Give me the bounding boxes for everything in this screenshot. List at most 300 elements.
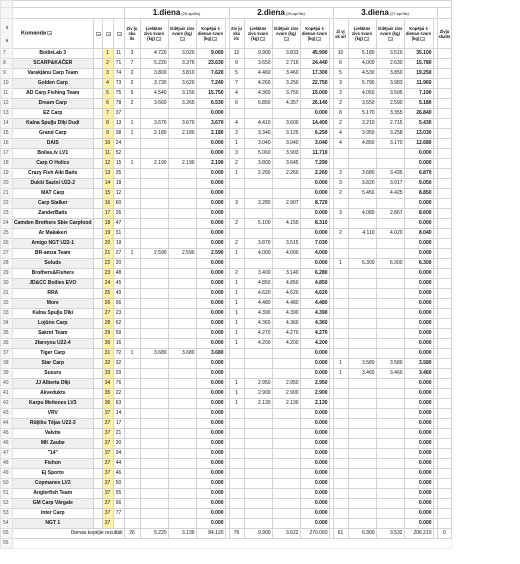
average-weight-cell[interactable]: 3.435: [376, 169, 404, 179]
filter-dropdown-icon[interactable]: [364, 37, 369, 41]
biggest-fish-cell[interactable]: 4.360: [244, 89, 272, 99]
day-total-cell[interactable]: 13.030: [404, 129, 433, 139]
day-total-cell[interactable]: 9.060: [196, 49, 225, 59]
fish-count-cell[interactable]: [229, 439, 244, 449]
average-weight-cell[interactable]: [168, 259, 196, 269]
fish-count-cell[interactable]: [333, 289, 348, 299]
average-weight-cell[interactable]: 2.590: [168, 249, 196, 259]
fish-count-cell[interactable]: 2: [229, 159, 244, 169]
day-header-1[interactable]: [124, 8, 229, 19]
table-row[interactable]: [1, 169, 452, 179]
empty-cell[interactable]: [93, 269, 102, 279]
fish-count-cell[interactable]: 1: [124, 349, 140, 359]
team-name-cell[interactable]: BoilieLab 3: [13, 49, 94, 59]
sector-cell[interactable]: 19: [113, 239, 124, 249]
sector-cell[interactable]: 76: [113, 379, 124, 389]
fish-count-cell[interactable]: 1: [229, 399, 244, 409]
place-cell[interactable]: 37: [102, 459, 113, 469]
biggest-fish-cell[interactable]: [348, 309, 376, 319]
sector-cell[interactable]: 60: [113, 199, 124, 209]
biggest-fish-cell[interactable]: [348, 429, 376, 439]
empty-cell[interactable]: [93, 139, 102, 149]
average-weight-cell[interactable]: 3.515: [272, 239, 300, 249]
fish-count-cell[interactable]: [124, 239, 140, 249]
place-cell[interactable]: 15: [102, 189, 113, 199]
table-row[interactable]: [1, 499, 452, 509]
average-weight-cell[interactable]: [376, 249, 404, 259]
biggest-fish-cell[interactable]: 3.800: [244, 159, 272, 169]
average-weight-cell[interactable]: [168, 169, 196, 179]
day-total-cell[interactable]: 5.430: [404, 119, 433, 129]
day-total-cell[interactable]: 7.030: [300, 239, 329, 249]
place-cell[interactable]: 1: [102, 49, 113, 59]
fish-count-cell[interactable]: [124, 309, 140, 319]
average-weight-cell[interactable]: [168, 209, 196, 219]
fish-count-cell[interactable]: 2: [229, 219, 244, 229]
fish-count-cell[interactable]: 4: [333, 139, 348, 149]
average-weight-cell[interactable]: 2.190: [168, 159, 196, 169]
team-name-cell[interactable]: Carp O Holics: [13, 159, 94, 169]
day-total-cell[interactable]: 0.000: [300, 229, 329, 239]
biggest-fish-cell[interactable]: [140, 469, 168, 479]
fish-count-cell[interactable]: 1: [333, 369, 348, 379]
fish-count-cell[interactable]: [124, 339, 140, 349]
table-row[interactable]: [1, 439, 452, 449]
team-name-cell[interactable]: Grand Carp: [13, 129, 94, 139]
average-weight-cell[interactable]: 3.580: [376, 359, 404, 369]
fish-count-cell[interactable]: 1: [229, 299, 244, 309]
totals-row[interactable]: [1, 529, 452, 539]
average-weight-cell[interactable]: [272, 459, 300, 469]
biggest-fish-cell[interactable]: 3.460: [348, 369, 376, 379]
fish-count-cell[interactable]: [124, 359, 140, 369]
table-row[interactable]: [1, 309, 452, 319]
biggest-fish-cell[interactable]: 4.200: [244, 339, 272, 349]
fish-count-cell[interactable]: [124, 399, 140, 409]
average-weight-cell[interactable]: [168, 369, 196, 379]
biggest-fish-cell[interactable]: [244, 509, 272, 519]
fish-count-cell[interactable]: [124, 519, 140, 529]
place-cell[interactable]: 37: [102, 449, 113, 459]
fish-count-cell[interactable]: [124, 219, 140, 229]
fish-count-cell[interactable]: [124, 389, 140, 399]
biggest-fish-cell[interactable]: 4.410: [244, 119, 272, 129]
biggest-fish-cell[interactable]: 3.680: [348, 169, 376, 179]
fish-count-cell[interactable]: 2: [124, 79, 140, 89]
day-total-cell[interactable]: 0.000: [404, 509, 433, 519]
sector-cell[interactable]: 62: [113, 319, 124, 329]
place-cell[interactable]: 34: [102, 379, 113, 389]
biggest-fish-cell[interactable]: [140, 489, 168, 499]
day-total-cell[interactable]: 0.000: [300, 179, 329, 189]
average-weight-cell[interactable]: [168, 389, 196, 399]
average-weight-cell[interactable]: 4.850: [272, 279, 300, 289]
day-total-cell[interactable]: 0.000: [404, 299, 433, 309]
fish-count-cell[interactable]: [333, 159, 348, 169]
empty-cell[interactable]: [93, 79, 102, 89]
sector-cell[interactable]: 55: [113, 489, 124, 499]
average-weight-cell[interactable]: 4.357: [272, 99, 300, 109]
fish-count-cell[interactable]: 8: [333, 109, 348, 119]
day-total-cell[interactable]: 0.000: [196, 449, 225, 459]
day-total-cell[interactable]: 0.000: [404, 249, 433, 259]
biggest-fish-cell[interactable]: [244, 419, 272, 429]
place-cell[interactable]: 35: [102, 389, 113, 399]
sector-cell[interactable]: 21: [113, 429, 124, 439]
place-cell[interactable]: 2: [102, 59, 113, 69]
average-weight-cell[interactable]: [272, 469, 300, 479]
empty-cell[interactable]: [93, 399, 102, 409]
table-row[interactable]: [1, 389, 452, 399]
empty-cell[interactable]: [437, 269, 452, 279]
average-weight-cell[interactable]: [168, 149, 196, 159]
fish-count-header[interactable]: Zi vj sk ait: [333, 19, 348, 49]
average-weight-cell[interactable]: 3.750: [272, 89, 300, 99]
fish-count-cell[interactable]: [124, 299, 140, 309]
filter-dropdown-icon[interactable]: [260, 37, 265, 41]
total-value-cell[interactable]: 3.622: [272, 529, 300, 539]
table-row[interactable]: [1, 409, 452, 419]
place-cell[interactable]: 12: [102, 159, 113, 169]
day-total-cell[interactable]: 0.000: [196, 199, 225, 209]
average-weight-cell[interactable]: [272, 229, 300, 239]
sector-cell[interactable]: 29: [113, 369, 124, 379]
table-row[interactable]: [1, 339, 452, 349]
average-weight-cell[interactable]: [168, 489, 196, 499]
team-name-cell[interactable]: Ej Sporto: [13, 469, 94, 479]
day-total-cell[interactable]: 0.000: [196, 149, 225, 159]
biggest-fish-cell[interactable]: 3.950: [348, 129, 376, 139]
team-name-cell[interactable]: Camden Brothers Sbie Carpfood: [13, 219, 94, 229]
empty-cell[interactable]: [437, 179, 452, 189]
biggest-fish-cell[interactable]: [348, 329, 376, 339]
day-total-cell[interactable]: 0.000: [196, 259, 225, 269]
fish-count-cell[interactable]: [124, 489, 140, 499]
empty-cell[interactable]: [437, 419, 452, 429]
day-total-cell[interactable]: 0.000: [196, 369, 225, 379]
team-name-cell[interactable]: Lojūno Carp: [13, 319, 94, 329]
empty-cell[interactable]: [437, 519, 452, 529]
fish-count-cell[interactable]: [333, 429, 348, 439]
fish-count-cell[interactable]: 2: [333, 189, 348, 199]
average-weight-cell[interactable]: 3.983: [376, 79, 404, 89]
fish-count-cell[interactable]: [229, 409, 244, 419]
fish-count-cell[interactable]: [229, 259, 244, 269]
empty-cell[interactable]: [437, 449, 452, 459]
table-row[interactable]: [1, 269, 452, 279]
biggest-fish-cell[interactable]: 4.050: [348, 89, 376, 99]
biggest-fish-cell[interactable]: [140, 389, 168, 399]
fish-count-cell[interactable]: [124, 199, 140, 209]
team-name-cell[interactable]: Tiger Carp: [13, 349, 94, 359]
biggest-fish-cell[interactable]: [140, 399, 168, 409]
average-weight-cell[interactable]: [272, 369, 300, 379]
average-weight-cell[interactable]: [376, 289, 404, 299]
sector-cell[interactable]: 30: [113, 439, 124, 449]
table-row[interactable]: [1, 279, 452, 289]
fish-count-cell[interactable]: [229, 349, 244, 359]
average-weight-cell[interactable]: [376, 159, 404, 169]
empty-cell[interactable]: [437, 469, 452, 479]
table-row[interactable]: [1, 249, 452, 259]
fish-count-cell[interactable]: [229, 479, 244, 489]
day-total-cell[interactable]: 11.960: [404, 79, 433, 89]
extra-header[interactable]: Zivju skaits: [437, 19, 452, 49]
empty-cell[interactable]: [93, 339, 102, 349]
empty-cell[interactable]: [437, 149, 452, 159]
biggest-fish-cell[interactable]: [140, 219, 168, 229]
table-row[interactable]: [1, 449, 452, 459]
fish-count-cell[interactable]: [333, 509, 348, 519]
empty-cell[interactable]: [437, 489, 452, 499]
filter-dropdown-icon[interactable]: [106, 32, 111, 36]
day-total-cell[interactable]: 0.000: [404, 239, 433, 249]
fish-count-cell[interactable]: [229, 459, 244, 469]
biggest-fish-cell[interactable]: [140, 519, 168, 529]
average-weight-cell[interactable]: [272, 359, 300, 369]
empty-cell[interactable]: [437, 379, 452, 389]
filter-dropdown-icon[interactable]: [47, 31, 52, 35]
average-weight-cell[interactable]: [376, 299, 404, 309]
average-weight-cell[interactable]: [272, 439, 300, 449]
biggest-fish-cell[interactable]: [348, 349, 376, 359]
fish-count-cell[interactable]: 1: [229, 339, 244, 349]
total-value-cell[interactable]: 6.300: [348, 529, 376, 539]
fish-count-cell[interactable]: 1: [124, 249, 140, 259]
day-total-cell[interactable]: 0.000: [404, 389, 433, 399]
biggest-fish-cell[interactable]: 5.790: [348, 79, 376, 89]
day-total-cell[interactable]: 0.000: [300, 359, 329, 369]
table-row[interactable]: [1, 459, 452, 469]
kopejais-header[interactable]: [196, 19, 225, 49]
average-weight-cell[interactable]: [376, 499, 404, 509]
team-name-cell[interactable]: Amigo NGT U22-1: [13, 239, 94, 249]
team-name-cell[interactable]: Soluds: [13, 259, 94, 269]
day-total-cell[interactable]: 0.000: [196, 359, 225, 369]
empty-cell[interactable]: [93, 459, 102, 469]
biggest-fish-cell[interactable]: [348, 149, 376, 159]
day-total-cell[interactable]: 0.000: [196, 439, 225, 449]
average-weight-cell[interactable]: [272, 349, 300, 359]
total-value-cell[interactable]: 61: [333, 529, 348, 539]
day-total-cell[interactable]: 2.190: [196, 159, 225, 169]
fish-count-cell[interactable]: [333, 299, 348, 309]
average-weight-cell[interactable]: [272, 489, 300, 499]
day-total-cell[interactable]: 0.000: [196, 299, 225, 309]
team-column-header[interactable]: [13, 19, 94, 49]
day-total-cell[interactable]: 0.000: [300, 519, 329, 529]
day-total-cell[interactable]: 0.000: [300, 449, 329, 459]
filter-dropdown-icon[interactable]: [117, 32, 122, 36]
day-total-cell[interactable]: 14.400: [300, 119, 329, 129]
average-weight-cell[interactable]: [272, 189, 300, 199]
fish-count-cell[interactable]: [333, 499, 348, 509]
day-total-cell[interactable]: 0.000: [196, 399, 225, 409]
team-name-cell[interactable]: Akvedukts: [13, 389, 94, 399]
biggest-fish-cell[interactable]: 4.530: [348, 69, 376, 79]
average-weight-cell[interactable]: [168, 189, 196, 199]
fish-count-cell[interactable]: [124, 499, 140, 509]
biggest-fish-cell[interactable]: 3.870: [244, 239, 272, 249]
team-name-cell[interactable]: Susurs: [13, 369, 94, 379]
biggest-fish-cell[interactable]: [244, 519, 272, 529]
table-row[interactable]: [1, 149, 452, 159]
fish-count-cell[interactable]: [124, 179, 140, 189]
empty-cell[interactable]: [437, 439, 452, 449]
biggest-fish-cell[interactable]: [140, 339, 168, 349]
empty-cell[interactable]: [437, 389, 452, 399]
sector-cell[interactable]: 63: [113, 399, 124, 409]
sector-cell[interactable]: 50: [113, 479, 124, 489]
average-weight-cell[interactable]: 3.150: [168, 89, 196, 99]
sector-cell[interactable]: 74: [113, 69, 124, 79]
team-name-cell[interactable]: Copmanes LV2: [13, 479, 94, 489]
fish-count-cell[interactable]: [124, 409, 140, 419]
empty-cell[interactable]: [437, 159, 452, 169]
biggest-fish-cell[interactable]: [348, 479, 376, 489]
fish-count-cell[interactable]: 1: [229, 379, 244, 389]
day-total-cell[interactable]: 0.000: [300, 509, 329, 519]
table-row[interactable]: [1, 359, 452, 369]
filter-dropdown-icon[interactable]: [180, 37, 185, 41]
place-cell[interactable]: 17: [102, 209, 113, 219]
filter-col-b[interactable]: [102, 19, 113, 49]
empty-cell[interactable]: [437, 49, 452, 59]
fish-count-cell[interactable]: 3: [229, 149, 244, 159]
biggest-fish-cell[interactable]: [348, 249, 376, 259]
day-total-cell[interactable]: 0.000: [300, 439, 329, 449]
average-weight-cell[interactable]: 2.907: [272, 199, 300, 209]
day-total-cell[interactable]: 0.000: [196, 409, 225, 419]
empty-cell[interactable]: [93, 179, 102, 189]
fish-count-cell[interactable]: [124, 149, 140, 159]
average-weight-cell[interactable]: [168, 199, 196, 209]
sector-cell[interactable]: 35: [113, 169, 124, 179]
day-total-cell[interactable]: 0.000: [404, 159, 433, 169]
table-row[interactable]: [1, 289, 452, 299]
average-weight-cell[interactable]: 3.903: [272, 149, 300, 159]
biggest-fish-cell[interactable]: [244, 459, 272, 469]
fish-count-cell[interactable]: [333, 489, 348, 499]
fish-count-cell[interactable]: [229, 229, 244, 239]
average-weight-cell[interactable]: [376, 319, 404, 329]
biggest-fish-cell[interactable]: 4.620: [244, 289, 272, 299]
fish-count-cell[interactable]: [333, 149, 348, 159]
biggest-fish-cell[interactable]: [348, 469, 376, 479]
biggest-fish-cell[interactable]: [348, 509, 376, 519]
day-total-cell[interactable]: 12.680: [404, 139, 433, 149]
empty-cell[interactable]: [437, 259, 452, 269]
day-total-cell[interactable]: 17.300: [300, 69, 329, 79]
day-total-cell[interactable]: 0.000: [404, 409, 433, 419]
biggest-fish-cell[interactable]: [140, 499, 168, 509]
average-weight-cell[interactable]: [376, 419, 404, 429]
average-weight-cell[interactable]: [376, 219, 404, 229]
fish-count-cell[interactable]: [124, 259, 140, 269]
biggest-fish-cell[interactable]: [244, 499, 272, 509]
biggest-fish-cell[interactable]: 4.460: [244, 69, 272, 79]
fish-count-cell[interactable]: [333, 239, 348, 249]
filter-dropdown-icon[interactable]: [96, 32, 101, 36]
fish-count-cell[interactable]: 7: [229, 79, 244, 89]
biggest-fish-cell[interactable]: [244, 429, 272, 439]
empty-cell[interactable]: [437, 109, 452, 119]
average-weight-cell[interactable]: 3.020: [168, 49, 196, 59]
day-total-cell[interactable]: 7.290: [300, 159, 329, 169]
empty-cell[interactable]: [437, 339, 452, 349]
place-cell[interactable]: 32: [102, 359, 113, 369]
average-weight-cell[interactable]: [168, 279, 196, 289]
average-weight-cell[interactable]: [376, 519, 404, 529]
day-total-cell[interactable]: 0.000: [196, 289, 225, 299]
fish-count-cell[interactable]: 1: [229, 329, 244, 339]
average-weight-cell[interactable]: [168, 399, 196, 409]
day-total-cell[interactable]: 0.000: [196, 319, 225, 329]
empty-cell[interactable]: [93, 319, 102, 329]
empty-cell[interactable]: [93, 159, 102, 169]
average-weight-cell[interactable]: 3.125: [272, 129, 300, 139]
biggest-fish-cell[interactable]: [244, 479, 272, 489]
day-total-cell[interactable]: 9.050: [404, 179, 433, 189]
team-name-cell[interactable]: Inter Carp: [13, 509, 94, 519]
fish-count-cell[interactable]: 3: [333, 209, 348, 219]
average-weight-cell[interactable]: [168, 409, 196, 419]
average-weight-cell[interactable]: [376, 409, 404, 419]
empty-cell[interactable]: [437, 479, 452, 489]
biggest-fish-cell[interactable]: [140, 169, 168, 179]
day-total-cell[interactable]: 6.870: [404, 169, 433, 179]
average-weight-cell[interactable]: [272, 419, 300, 429]
team-name-cell[interactable]: Valvite: [13, 429, 94, 439]
place-cell[interactable]: 37: [102, 519, 113, 529]
biggest-fish-cell[interactable]: 5.180: [348, 49, 376, 59]
team-name-cell[interactable]: Boilas.lv LV1: [13, 149, 94, 159]
table-row[interactable]: [1, 319, 452, 329]
empty-cell[interactable]: [437, 219, 452, 229]
empty-cell[interactable]: [93, 299, 102, 309]
team-name-cell[interactable]: Kalna Spuļļu Dīķi Dudi: [13, 119, 94, 129]
biggest-fish-cell[interactable]: [348, 199, 376, 209]
team-name-cell[interactable]: GM Carp Vārgale: [13, 499, 94, 509]
day-total-cell[interactable]: 4.850: [300, 279, 329, 289]
fish-count-cell[interactable]: [124, 459, 140, 469]
empty-cell[interactable]: [93, 89, 102, 99]
day-total-cell[interactable]: 0.000: [404, 219, 433, 229]
day-total-cell[interactable]: 0.000: [196, 459, 225, 469]
fish-count-cell[interactable]: [124, 319, 140, 329]
average-weight-cell[interactable]: [168, 509, 196, 519]
table-row[interactable]: [1, 139, 452, 149]
fish-count-cell[interactable]: 5: [229, 69, 244, 79]
table-row[interactable]: [1, 159, 452, 169]
fish-count-header[interactable]: Ziv ju ska its: [124, 19, 140, 49]
biggest-fish-cell[interactable]: 3.580: [348, 359, 376, 369]
fish-count-cell[interactable]: [124, 439, 140, 449]
average-weight-cell[interactable]: 2.260: [272, 169, 300, 179]
sector-cell[interactable]: 56: [113, 299, 124, 309]
fish-count-cell[interactable]: [124, 189, 140, 199]
day-total-cell[interactable]: 0.000: [300, 369, 329, 379]
filter-dropdown-icon[interactable]: [388, 37, 393, 41]
fish-count-cell[interactable]: [333, 459, 348, 469]
empty-cell[interactable]: [93, 149, 102, 159]
day-total-cell[interactable]: 0.000: [196, 239, 225, 249]
empty-cell[interactable]: [93, 469, 102, 479]
fish-count-cell[interactable]: 9: [229, 59, 244, 69]
day-total-cell[interactable]: 4.390: [300, 309, 329, 319]
table-row[interactable]: [1, 99, 452, 109]
average-weight-cell[interactable]: 2.130: [272, 399, 300, 409]
